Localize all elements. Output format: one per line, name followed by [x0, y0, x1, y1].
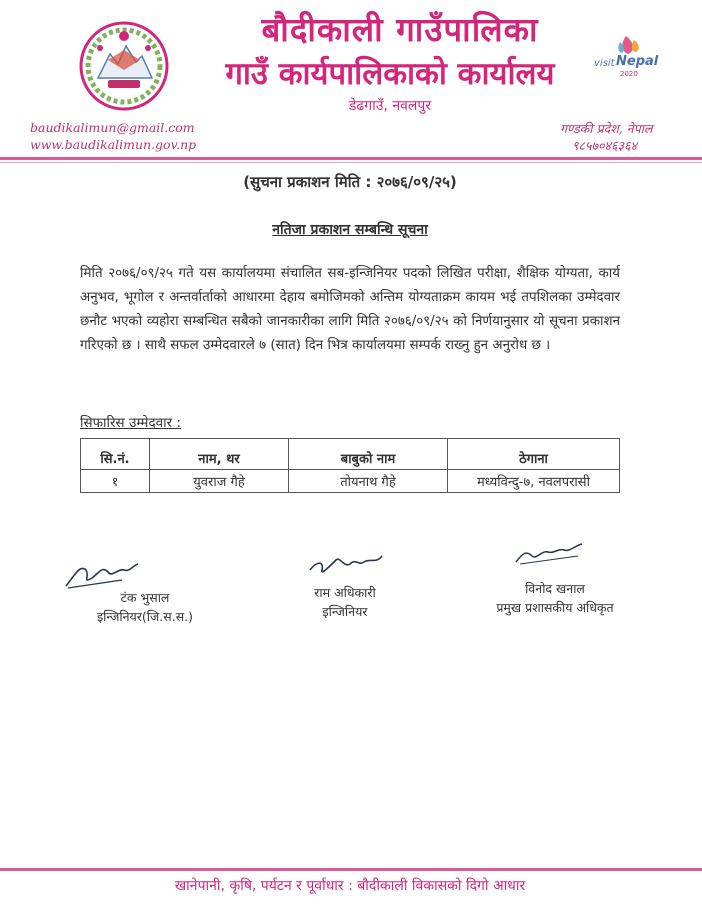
nepal-word: Nepal — [616, 54, 659, 69]
campaign-year: 2020 — [620, 70, 638, 78]
cell-serial: १ — [81, 470, 150, 493]
signature-mark-3 — [512, 536, 592, 572]
cell-father-name: तोयनाथ गैहे — [289, 470, 448, 493]
notice-subject — [150, 220, 550, 239]
office-location: डेढगाउँ, नवलपुर — [348, 98, 432, 114]
footer-slogan: खानेपानी, कृषि, पर्यटन र पूर्वाधार : बौदीकाली विकासको दिगो आधार — [174, 878, 526, 894]
signatory-2 — [270, 583, 420, 621]
website-link[interactable]: www.baudikalimun.gov.np — [30, 137, 197, 152]
candidates-table — [80, 438, 620, 493]
footer-divider — [0, 868, 702, 871]
signatory-3-name: विनोद खनाल — [525, 581, 585, 596]
visit-nepal-logo — [590, 34, 660, 84]
visit-word: visit — [594, 58, 615, 69]
office-subtitle: गाउँ कार्यपालिकाको कार्यालय — [225, 56, 555, 92]
email-link[interactable]: baudikalimun@gmail.com — [30, 120, 195, 135]
nepal-government-emblem-icon — [78, 20, 170, 112]
recommended-heading: सिफारिस उम्मेदवार : — [80, 415, 182, 431]
col-name: नाम, थर — [150, 439, 289, 470]
notice-body: मिति २०७६/०९/२५ गते यस कार्यालयमा संचालित सब-इन्जिनियर पदको लिखित परीक्षा, शैक्षिक योग्यता, कार्य अनुभव, भूगोल र अन्तर्वार्ताको आधारमा देहाय बमोजिमको अन्तिम योग्यताक्रम कायम भई तपशिलका उम्मेदवार छनौट भएको व्यहोरा सम्बन्धित सबैको जानकारीका लागि मिति २०७६/०९/२५ को निर्णयानुसार यो सूचना प्रकाशन गरिएको छ । साथै सफल उम्मेदवारले ७ (सात) दिन भित्र कार्यालयमा सम्पर्क राख्नु हुन अनुरोध छ । — [80, 266, 620, 353]
col-address: ठेगाना — [448, 439, 620, 470]
cell-address: मध्यविन्दु-७, नवलपरासी — [448, 470, 620, 493]
phone-text: ९८५७०४६३६४ — [572, 138, 638, 153]
table-row — [81, 470, 620, 493]
signatory-1-name: टंक भुसाल — [120, 590, 170, 605]
cell-name: युवराज गैहे — [150, 470, 289, 493]
signatory-2-title: इन्जिनियर — [322, 604, 368, 619]
signatory-2-name: राम अधिकारी — [314, 585, 376, 600]
signatory-3 — [470, 579, 640, 617]
province-text: गण्डकी प्रदेश, नेपाल — [560, 121, 653, 136]
notice-subject-text: नतिजा प्रकाशन सम्बन्धि सूचना — [272, 222, 428, 238]
signatory-1-title: इन्जिनियर(जि.स.स.) — [97, 609, 193, 624]
signature-mark-2 — [306, 546, 386, 582]
header-divider — [0, 157, 702, 160]
col-serial: सि.नं. — [81, 439, 150, 470]
signatory-1 — [70, 588, 220, 626]
header-divider-thin — [0, 162, 702, 163]
signatory-3-title: प्रमुख प्रशासकीय अधिकृत — [496, 600, 614, 615]
office-name: बौदीकाली गाउँपालिका — [261, 10, 539, 49]
signature-mark-1 — [62, 556, 142, 592]
col-father-name: बाबुको नाम — [289, 439, 448, 470]
publication-date: (सुचना प्रकाशन मिति : २०७६/०९/२५) — [243, 173, 457, 191]
table-header-row — [81, 439, 620, 470]
